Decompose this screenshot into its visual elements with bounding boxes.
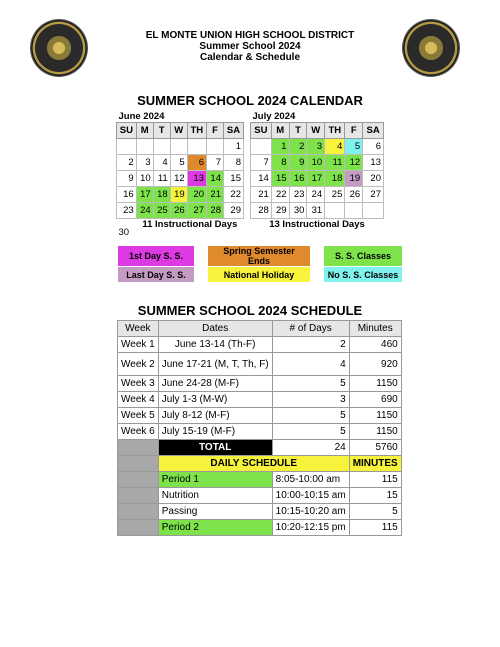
blank-cell	[118, 456, 159, 472]
weekday-header: SU	[117, 123, 137, 139]
blank-cell	[118, 488, 159, 504]
total-days: 24	[272, 440, 349, 456]
calendar-day: 4	[325, 139, 345, 155]
calendar-day: 7	[251, 155, 272, 171]
calendar-day	[345, 203, 363, 219]
calendar-day	[170, 139, 187, 155]
calendar-day	[363, 203, 384, 219]
week-label: Week 6	[118, 424, 159, 440]
week-minutes: 920	[349, 353, 401, 376]
weekday-header: F	[206, 123, 223, 139]
weekday-header: SA	[223, 123, 243, 139]
weekday-header: T	[153, 123, 170, 139]
calendar-week	[117, 139, 244, 155]
legend-first-day: 1st Day S. S.	[118, 246, 195, 267]
calendar-footer-row	[251, 219, 384, 235]
calendar-week	[251, 139, 384, 155]
july-instructional-days: 13 Instructional Days	[269, 219, 365, 230]
total-minutes: 5760	[349, 440, 401, 456]
calendar-day: 24	[136, 203, 153, 219]
period-name: Nutrition	[158, 488, 272, 504]
district-seal-right	[403, 20, 459, 76]
calendar-day: 1	[271, 139, 289, 155]
week-days: 5	[272, 424, 349, 440]
calendar-day: 19	[170, 187, 187, 203]
schedule-week-row	[118, 408, 402, 424]
weekday-header: SU	[251, 123, 272, 139]
week-label: Week 2	[118, 353, 159, 376]
daily-minutes-label: MINUTES	[349, 456, 401, 472]
period-name: Period 1	[158, 472, 272, 488]
weekday-header: F	[345, 123, 363, 139]
calendar-day: 17	[136, 187, 153, 203]
schedule-table	[117, 320, 402, 536]
calendar-day: 26	[345, 187, 363, 203]
calendar-day: 28	[251, 203, 272, 219]
calendar-day: 15	[271, 171, 289, 187]
calendar-footer-row	[117, 219, 244, 241]
calendar-day: 15	[223, 171, 243, 187]
blank-cell	[118, 440, 159, 456]
week-days: 5	[272, 376, 349, 392]
calendar-day: 8	[223, 155, 243, 171]
calendar-day: 18	[325, 171, 345, 187]
calendar-day: 23	[117, 203, 137, 219]
calendar-day	[325, 203, 345, 219]
week-label: Week 5	[118, 408, 159, 424]
calendar-day: 31	[307, 203, 325, 219]
week-days: 2	[272, 337, 349, 353]
calendar-day: 23	[289, 187, 307, 203]
calendar-day: 5	[345, 139, 363, 155]
june-month-label: June 2024	[118, 110, 165, 122]
calendar-day: 3	[136, 155, 153, 171]
legend-no-classes: No S. S. Classes	[324, 267, 403, 283]
legend-holiday: National Holiday	[208, 267, 311, 283]
calendar-week	[117, 187, 244, 203]
weekday-header: TH	[325, 123, 345, 139]
calendar-legend	[117, 245, 403, 283]
calendar-day: 25	[153, 203, 170, 219]
period-row	[118, 504, 402, 520]
calendar-day: 5	[170, 155, 187, 171]
calendar-week	[117, 155, 244, 171]
calendar-day: 17	[307, 171, 325, 187]
calendar-day: 13	[363, 155, 384, 171]
blank-cell	[118, 504, 159, 520]
weekday-header: M	[271, 123, 289, 139]
legend-ss-classes: S. S. Classes	[324, 246, 403, 267]
period-minutes: 5	[349, 504, 401, 520]
schedule-week-row	[118, 353, 402, 376]
calendar-day: 14	[251, 171, 272, 187]
weekday-header: SA	[363, 123, 384, 139]
week-dates: June 24-28 (M-F)	[158, 376, 272, 392]
calendar-week	[251, 203, 384, 219]
calendar-day: 18	[153, 187, 170, 203]
week-label: Week 3	[118, 376, 159, 392]
period-name: Passing	[158, 504, 272, 520]
calendar-day: 30	[289, 203, 307, 219]
schedule-week-row	[118, 376, 402, 392]
period-minutes: 115	[349, 520, 401, 536]
week-minutes: 460	[349, 337, 401, 353]
week-days: 5	[272, 408, 349, 424]
calendar-day: 22	[223, 187, 243, 203]
total-label: TOTAL	[158, 440, 272, 456]
calendar-day: 22	[271, 187, 289, 203]
week-label: Week 4	[118, 392, 159, 408]
calendar-day: 3	[307, 139, 325, 155]
calendar-day: 30	[118, 227, 130, 238]
calendar-day: 27	[187, 203, 206, 219]
calendar-day: 20	[187, 187, 206, 203]
col-minutes: Minutes	[349, 321, 401, 337]
calendar-day: 19	[345, 171, 363, 187]
calendar-title: SUMMER SCHOOL 2024 CALENDAR	[137, 93, 363, 108]
schedule-week-row	[118, 392, 402, 408]
calendar-day: 21	[251, 187, 272, 203]
calendar-day	[136, 139, 153, 155]
calendar-day: 14	[206, 171, 223, 187]
calendar-day	[117, 139, 137, 155]
june-instructional-days: 11 Instructional Days	[142, 219, 238, 230]
weekday-header: M	[136, 123, 153, 139]
calendar-day: 24	[307, 187, 325, 203]
week-minutes: 1150	[349, 376, 401, 392]
calendar-week	[117, 203, 244, 219]
period-minutes: 115	[349, 472, 401, 488]
calendar-day: 2	[289, 139, 307, 155]
calendar-day: 12	[345, 155, 363, 171]
calendar-week	[251, 171, 384, 187]
calendar-day: 13	[187, 171, 206, 187]
calendar-day: 10	[307, 155, 325, 171]
calendar-day: 11	[153, 171, 170, 187]
calendar-day: 28	[206, 203, 223, 219]
calendar-day: 29	[223, 203, 243, 219]
calendar-day: 4	[153, 155, 170, 171]
weekday-header: T	[289, 123, 307, 139]
weekday-header: W	[307, 123, 325, 139]
week-minutes: 690	[349, 392, 401, 408]
calendar-week	[251, 155, 384, 171]
legend-spring-ends: Spring Semester Ends	[208, 246, 311, 267]
week-dates: July 8-12 (M-F)	[158, 408, 272, 424]
weekday-header: W	[170, 123, 187, 139]
legend-last-day: Last Day S. S.	[118, 267, 195, 283]
col-week: Week	[118, 321, 159, 337]
period-name: Period 2	[158, 520, 272, 536]
week-dates: June 13-14 (Th-F)	[158, 337, 272, 353]
schedule-week-row	[118, 337, 402, 353]
district-name: EL MONTE UNION HIGH SCHOOL DISTRICT	[145, 30, 355, 41]
daily-schedule-header-row	[118, 456, 402, 472]
calendar-day: 10	[136, 171, 153, 187]
week-days: 3	[272, 392, 349, 408]
col-dates: Dates	[158, 321, 272, 337]
weekday-header: TH	[187, 123, 206, 139]
calendar-day: 6	[187, 155, 206, 171]
schedule-header-row	[118, 321, 402, 337]
calendar-day: 9	[117, 171, 137, 187]
daily-schedule-label: DAILY SCHEDULE	[158, 456, 349, 472]
calendar-day	[153, 139, 170, 155]
schedule-title: SUMMER SCHOOL 2024 SCHEDULE	[137, 303, 363, 318]
week-dates: July 1-3 (M-W)	[158, 392, 272, 408]
district-seal-left	[31, 20, 87, 76]
calendar-day: 12	[170, 171, 187, 187]
calendar-day: 16	[117, 187, 137, 203]
period-minutes: 15	[349, 488, 401, 504]
document-subtitle: Summer School 2024	[199, 41, 301, 52]
period-time: 8:05-10:00 am	[272, 472, 349, 488]
calendar-week	[251, 187, 384, 203]
calendar-day: 16	[289, 171, 307, 187]
calendar-day	[187, 139, 206, 155]
calendar-day: 11	[325, 155, 345, 171]
calendar-week	[117, 171, 244, 187]
calendar-day: 7	[206, 155, 223, 171]
schedule-week-row	[118, 424, 402, 440]
calendar-day: 27	[363, 187, 384, 203]
week-days: 4	[272, 353, 349, 376]
july-month-label: July 2024	[252, 110, 296, 122]
schedule-total-row	[118, 440, 402, 456]
period-row	[118, 472, 402, 488]
document-subtitle-2: Calendar & Schedule	[199, 52, 301, 63]
period-row	[118, 520, 402, 536]
calendar-day: 21	[206, 187, 223, 203]
calendar-day: 2	[117, 155, 137, 171]
blank-cell	[118, 520, 159, 536]
week-dates: June 17-21 (M, T, Th, F)	[158, 353, 272, 376]
calendar-day	[251, 139, 272, 155]
period-time: 10:20-12:15 pm	[272, 520, 349, 536]
calendar-day: 26	[170, 203, 187, 219]
week-dates: July 15-19 (M-F)	[158, 424, 272, 440]
calendar-day: 8	[271, 155, 289, 171]
calendar-day: 20	[363, 171, 384, 187]
june-calendar	[116, 110, 244, 240]
calendar-day	[206, 139, 223, 155]
week-label: Week 1	[118, 337, 159, 353]
blank-cell	[118, 472, 159, 488]
calendar-day: 25	[325, 187, 345, 203]
calendar-day: 6	[363, 139, 384, 155]
calendar-day: 9	[289, 155, 307, 171]
col-days: # of Days	[272, 321, 349, 337]
calendar-day: 1	[223, 139, 243, 155]
period-time: 10:00-10:15 am	[272, 488, 349, 504]
document-header	[120, 30, 380, 63]
calendar-day: 29	[271, 203, 289, 219]
week-minutes: 1150	[349, 424, 401, 440]
period-row	[118, 488, 402, 504]
week-minutes: 1150	[349, 408, 401, 424]
july-calendar	[250, 110, 384, 234]
period-time: 10:15-10:20 am	[272, 504, 349, 520]
